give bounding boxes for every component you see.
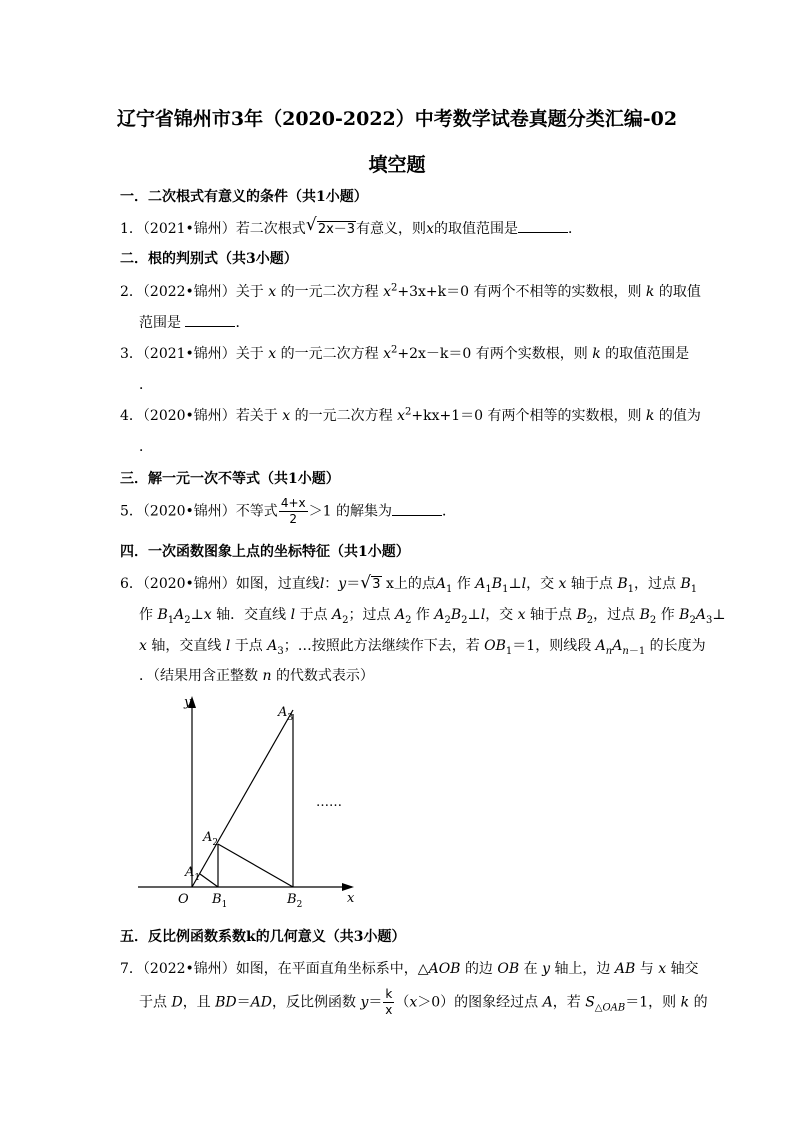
section-heading-5: 五．反比例函数系数k的几何意义（共3小题） [120, 929, 406, 945]
question-1: 1．（2021•锦州）若二次根式 √ 2x－3有意义，则x的取值范围是 ． [120, 215, 582, 237]
point-label-a3: $A_3$ [278, 705, 294, 723]
question-7-line1: 7．（2022•锦州）如图，在平面直角坐标系中，△AOB 的边 OB 在 y 轴上，边 AB 与 x 轴交 [120, 961, 699, 977]
question-3-line2: ． [139, 377, 153, 393]
question-6-line1: 6．（2020•锦州）如图，过直线l：y＝ √ 3 x上的点$A_1$ 作 $A_1B_1\perp l$，交 x 轴于点 $B_1$，过点 $B_1$ [120, 573, 698, 595]
point-label-b1: $B_1$ [212, 892, 228, 910]
question-4-line1: 4．（2020•锦州）若关于 x 的一元二次方程 $x^2+kx+1=0$ 有两个相等的实数根，则 k 的值为 [120, 406, 701, 424]
x-axis-label: x [347, 891, 355, 906]
question-6-line2: 作 $B_1A_2\perp x$ 轴．交直线 l 于点 $A_2$；过点 $A_2$ 作 $A_2B_2\perp l$，交 x 轴于点 $B_2$，过点 $B_2$ 作 $B_2A_3\perp$ [139, 607, 726, 626]
question-4-line2: ． [139, 439, 153, 455]
geometry-figure [130, 692, 370, 912]
answer-blank [518, 232, 568, 233]
question-2-line2: 范围是 ． [139, 315, 250, 331]
fraction: $\frac{4+x}{2}$ [280, 496, 306, 526]
question-2-line1: 2．（2022•锦州）关于 x 的一元二次方程 $x^2+3x+k=0$ 有两个不相等的实数根，则 k 的取值 [120, 282, 701, 300]
origin-label: O [178, 892, 189, 907]
section-heading-2: 二．根的判别式（共3小题） [120, 251, 298, 267]
answer-blank [185, 326, 235, 327]
question-6-line3: x 轴，交直线 l 于点 $A_3$；…按照此方法继续作下去，若 $OB_1=1$，则线段 $A_nA_{n-1}$ 的长度为 [139, 638, 706, 657]
section-heading-1: 一．二次根式有意义的条件（共1小题） [120, 189, 368, 205]
document-title-line2: 填空题 [368, 154, 426, 176]
point-label-b2: $B_2$ [287, 892, 303, 910]
section-heading-4: 四．一次函数图象上点的坐标特征（共1小题） [120, 544, 410, 560]
y-axis-label: y [184, 695, 192, 710]
sqrt-expression: √ 2x－3 [305, 215, 356, 237]
question-5: 5．（2020•锦州）不等式 $\frac{4+x}{2}$ ＞1 的解集为 ． [120, 496, 456, 526]
fraction: $\frac{k}{x}$ [385, 987, 393, 1017]
document-title-line1: 辽宁省锦州市3年（2020-2022）中考数学试卷真题分类汇编-02 [116, 108, 678, 130]
question-6-line4: ．（结果用含正整数 n 的代数式表示） [139, 668, 374, 684]
point-label-a1: $A_1$ [185, 865, 201, 883]
continuation-dots: …… [316, 795, 342, 810]
question-7-line2: 于点 D，且 BD＝AD，反比例函数 y＝ $\frac{k}{x}$ （x＞0）的图象经过点 A，若 $S_{\triangle OAB}=1$，则 k 的 [139, 987, 708, 1017]
question-3-line1: 3．（2021•锦州）关于 x 的一元二次方程 $x^2+2x-k=0$ 有两个实数根，则 k 的取值范围是 [120, 344, 690, 362]
section-heading-3: 三．解一元一次不等式（共1小题） [120, 471, 340, 487]
point-label-a2: $A_2$ [203, 830, 219, 848]
answer-blank [392, 515, 442, 516]
